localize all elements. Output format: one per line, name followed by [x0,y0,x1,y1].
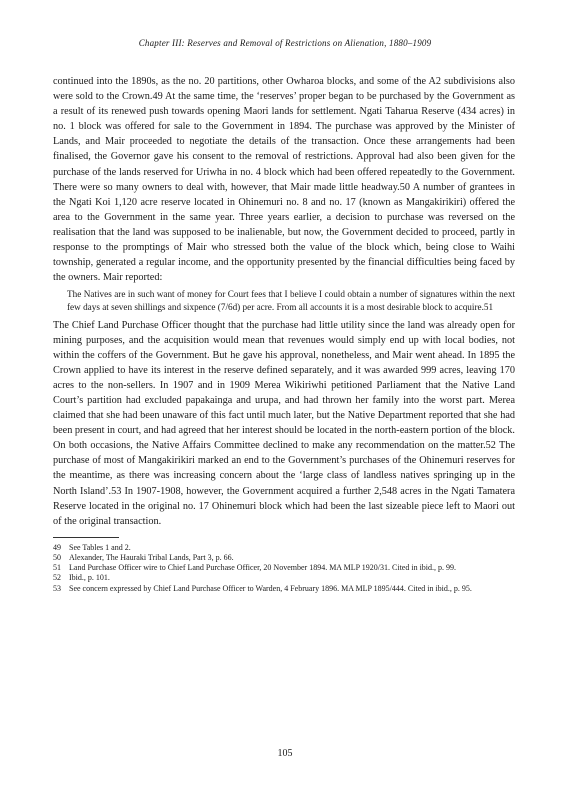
body-text [53,74,515,594]
footnote-number: 49 [53,542,61,552]
footnote-number: 52 [53,573,61,583]
footnote [53,573,515,583]
footnote [53,553,515,563]
footnote [53,584,515,594]
footnote-text: Ibid., p. 101. [69,573,110,583]
footnote-text: Alexander, The Hauraki Tribal Lands, Part 3, p. 66. [69,553,234,563]
page-number: 105 [277,748,293,759]
footnote-text: See Tables 1 and 2. [69,542,131,552]
footnote-number: 53 [53,583,61,593]
footnote-number: 50 [53,553,61,563]
footnote-text: Land Purchase Officer wire to Chief Land Purchase Officer, 20 November 1894. MA MLP 1920/31. Cited in ibid., p. 99. [69,563,457,573]
running-head: Chapter III: Reserves and Removal of Restrictions on Alienation, 1880–1909 [138,38,432,48]
footnote-number: 51 [53,563,61,573]
footnote [53,543,515,553]
footnotes [53,543,515,594]
footnote-text: See concern expressed by Chief Land Purchase Officer to Warden, 4 February 1896. MA MLP 1895/444. Cited in ibid., p. 95. [69,583,472,593]
paragraph-1: continued into the 1890s, as the no. 20 partitions, other Owharoa blocks, and some of the A2 subdivisions also were sold to the Crown.49 At the same time, the ‘reserves’ proper began to be purchased by the Government as a result of its renewed push towards opening Maori lands for settlement. Ngati Taharua Reserve (434 acres) in no. 1 block was offered for sale to the Government in 1894. The purchase was approved by the Minister of Lands, and Mair proceeded to negotiate the details of the transaction. Once these arrangements had been finalised, the Governor gave his consent to the removal of restrictions. Approval had also been given for the purchase of the lands reserved for Uriwha in no. 4 block which had been offered repeatedly to the Government. There were so many owners to deal with, however, that Mair made little headway.50 A number of grantees in the Ngati Koi 1,120 acre reserve located in Ohinemuri no. 8 and no. 17 (known as Mangakirikiri) offered the area to the Government in the same year. Three years earlier, a decision to purchase was reversed on the realisation that the land was supposed to be inalienable, but now, the Government decided to proceed, partly in response to the promptings of Mair who stressed both the value of the block which, being close to Waihi township, generated a regular income, and the opportunity presented by the financial difficulties being faced by the owners. Mair reported: [53,76,515,284]
footnote [53,563,515,573]
block-quote: The Natives are in such want of money for Court fees that I believe I could obtain a number of signatures within the next few days at seven shillings and sixpence (7/6d) per acre. From all accounts it is a most desirable block to acquire.51 [67,289,515,312]
footnote-divider [53,537,119,538]
paragraph-2: The Chief Land Purchase Officer thought that the purchase had little utility since the land was already open for mining purposes, and the acquisition would mean that revenues would simply end up with local bodies, not within the coffers of the Government. But he gave his approval, nonetheless, and Mair went ahead. In 1895 the Crown applied to have its interest in the reserve defined separately, and it was awarded 999 acres, leaving 170 acres to the non-sellers. In 1907 and in 1909 Merea Wikiriwhi petitioned Parliament that the Native Land Court’s partition had excluded papakainga and urupa, and had thrown her family into the worst part. Merea claimed that she had been unaware of this fact until much later, but the Native Department reported that she had been present in court, and had agreed that her interest should be located in the north-eastern portion of the block. On both occasions, the Native Affairs Committee declined to make any recommendation on the matter.52 The purchase of most of Mangakirikiri marked an end to the Government’s purchases of the Ohinemuri reserves for the meantime, as there was increasing concern about the ‘large class of landless natives springing up in the North Island’.53 In 1907-1908, however, the Government acquired a further 2,548 acres in the Ngati Tamatera Reserve located in the original no. 17 Ohinemuri block which had been the last sizeable piece left to Maori out of the original transaction. [53,319,515,527]
